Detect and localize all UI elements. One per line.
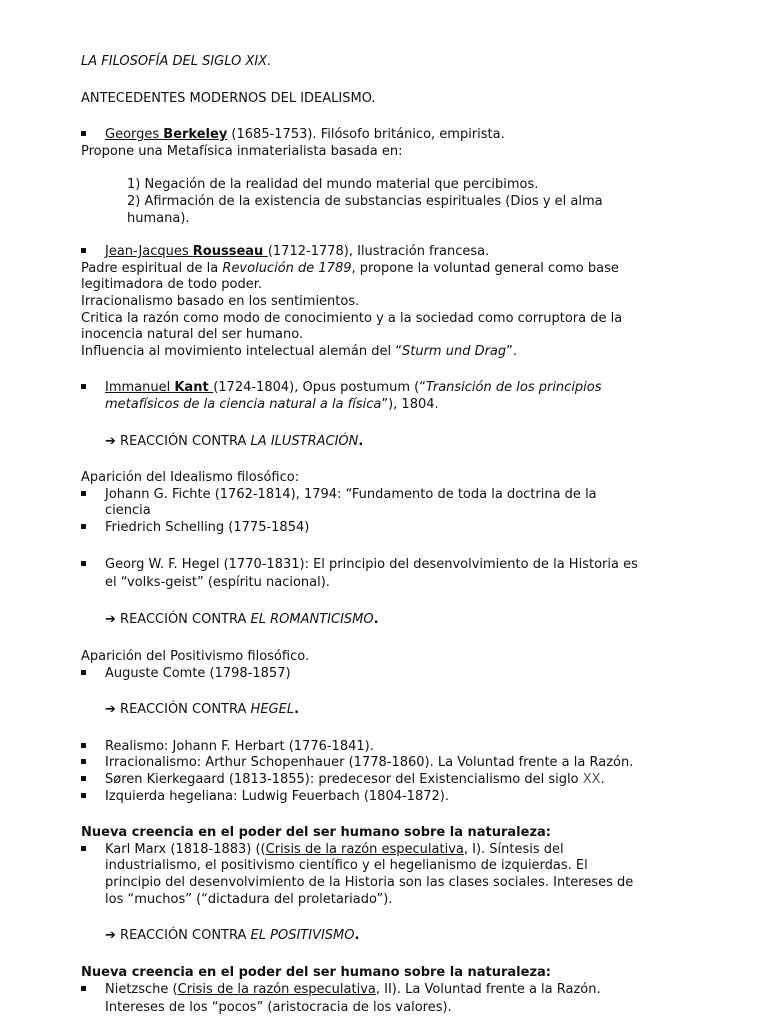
rousseau-dates: (1712-1778), Ilustración francesa. xyxy=(267,244,490,260)
bullet-icon xyxy=(81,520,93,537)
arrow-right-icon: ➔ xyxy=(105,702,116,718)
bullet-icon xyxy=(81,666,93,683)
list-item-rousseau xyxy=(81,244,711,261)
nietzsche-voluntad: , II). La Voluntad frente a la Razón. xyxy=(375,982,601,998)
rousseau-line-6: Influencia al movimiento intelectual alemán del “Sturm und Drag”. xyxy=(81,343,518,359)
berkeley-point-1: 1) Negación de la realidad del mundo material que percibimos. xyxy=(127,177,539,193)
berkeley-dates: (1685-1753). Filósofo británico, empirista. xyxy=(227,127,505,143)
kant-last: Kant xyxy=(174,380,214,396)
reaction-romanticismo: ➔ REACCIÓN CONTRA EL ROMANTICISMO. xyxy=(105,612,379,628)
schelling-text: Friedrich Schelling (1775-1854) xyxy=(105,519,310,535)
rousseau-line-1: Padre espiritual de la Revolución de 1789, propone la voluntad general como base xyxy=(81,260,619,276)
list-item-marx xyxy=(81,842,711,908)
list-item-schelling xyxy=(81,520,711,537)
arrow-right-icon: ➔ xyxy=(105,612,116,628)
hegel-line-2: el “volks-geist” (espíritu nacional). xyxy=(105,575,330,591)
list-item-kierkegaard xyxy=(81,772,711,789)
fichte-line-1: Johann G. Fichte (1762-1814), 1794: “Fundamento de toda la doctrina de la xyxy=(105,486,597,502)
bullet-icon xyxy=(81,739,93,756)
marx-dates: Karl Marx (1818-1883) (( xyxy=(105,841,266,857)
nueva-creencia-heading-2: Nueva creencia en el poder del ser humano sobre la naturaleza: xyxy=(81,964,551,980)
document-page xyxy=(81,54,711,1017)
nietzsche-line-2: Intereses de los “pocos” (aristocracia de los valores). xyxy=(105,1000,452,1016)
reaction-ilustracion: ➔ REACCIÓN CONTRA LA ILUSTRACIÓN. xyxy=(105,433,364,449)
schopenhauer-text: Irracionalismo: Arthur Schopenhauer (1778-1860). La Voluntad frente a la Razón. xyxy=(105,755,634,771)
nietzsche-name: Nietzsche ( xyxy=(105,982,178,998)
comte-text: Auguste Comte (1798-1857) xyxy=(105,665,291,681)
bullet-icon xyxy=(81,789,93,806)
rousseau-line-5: inocencia natural del ser humano. xyxy=(81,327,304,343)
list-item-kant xyxy=(81,380,711,413)
rousseau-first: Jean-Jacques xyxy=(105,244,193,260)
bullet-icon xyxy=(81,487,93,504)
list-item-herbart xyxy=(81,739,711,756)
positivismo-intro: Aparición del Positivismo filosófico. xyxy=(81,649,310,665)
rousseau-last: Rousseau xyxy=(192,244,268,260)
feuerbach-text: Izquierda hegeliana: Ludwig Feuerbach (1804-1872). xyxy=(105,788,449,804)
arrow-right-icon: ➔ xyxy=(105,928,116,944)
list-item-comte xyxy=(81,666,711,683)
idealismo-intro: Aparición del Idealismo filosófico: xyxy=(81,470,300,486)
kant-dates: (1724-1804), Opus postumum (“ xyxy=(213,380,426,396)
list-item-hegel xyxy=(81,556,711,592)
document-title: LA FILOSOFÍA DEL SIGLO XIX. xyxy=(81,54,272,69)
list-item-berkeley xyxy=(81,127,711,144)
berkeley-points xyxy=(81,177,711,227)
rousseau-line-3: Irracionalismo basado en los sentimientos. xyxy=(81,293,360,309)
bullet-icon xyxy=(81,772,93,789)
kierkegaard-text: Søren Kierkegaard (1813-1855): predecesor del Existencialismo del siglo XX. xyxy=(105,772,605,788)
berkeley-propone: Propone una Metafísica inmaterialista basada en: xyxy=(81,143,403,159)
nueva-creencia-heading-1: Nueva creencia en el poder del ser humano sobre la naturaleza: xyxy=(81,825,551,841)
herbart-text: Realismo: Johann F. Herbart (1776-1841). xyxy=(105,738,374,754)
berkeley-last: Berkeley xyxy=(163,127,228,143)
reaction-hegel: ➔ REACCIÓN CONTRA HEGEL. xyxy=(105,702,300,718)
nietzsche-work-link: Crisis de la razón especulativa xyxy=(177,982,376,998)
marx-work-link: Crisis de la razón especulativa xyxy=(265,841,464,857)
kant-work-title-cont: metafísicos de la ciencia natural a la física xyxy=(105,396,382,412)
fichte-line-2: ciencia xyxy=(105,503,151,519)
bullet-icon xyxy=(81,755,93,772)
marx-line-3: principio del desenvolvimiento de la Historia son las clases sociales. Intereses de xyxy=(105,875,634,890)
section-heading: ANTECEDENTES MODERNOS DEL IDEALISMO. xyxy=(81,90,376,106)
bullet-icon xyxy=(81,380,93,397)
list-item-nietzsche xyxy=(81,981,711,1017)
hegel-line-1: Georg W. F. Hegel (1770-1831): El principio del desenvolvimiento de la Historia es xyxy=(105,557,638,573)
reaction-positivismo: ➔ REACCIÓN CONTRA EL POSITIVISMO. xyxy=(105,928,360,944)
marx-line-2: industrialismo, el positivismo científico y el hegelianismo de izquierdas. El xyxy=(105,858,588,874)
berkeley-point-2: 2) Afirmación de la existencia de substancias espirituales (Dios y el alma xyxy=(127,193,603,209)
bullet-icon xyxy=(81,127,93,144)
bullet-icon xyxy=(81,981,93,999)
list-item-schopenhauer xyxy=(81,755,711,772)
kant-first: Immanuel xyxy=(105,380,175,396)
bullet-icon xyxy=(81,244,93,261)
bullet-icon xyxy=(81,556,93,574)
marx-line-4: los “muchos” (“dictadura del proletariado”). xyxy=(105,891,393,907)
rousseau-line-4: Critica la razón como modo de conocimiento y a la sociedad como corruptora de la xyxy=(81,310,623,326)
berkeley-first: Georges xyxy=(105,127,164,143)
marx-synthesis: , I). Síntesis del xyxy=(463,841,564,857)
list-item-feuerbach xyxy=(81,789,711,806)
berkeley-point-2-cont: humana). xyxy=(127,210,190,226)
list-item-fichte xyxy=(81,487,711,520)
kant-work-title: Transición de los principios xyxy=(425,380,602,396)
arrow-right-icon: ➔ xyxy=(105,433,116,449)
kant-year: ”), 1804. xyxy=(381,396,439,412)
bullet-icon xyxy=(81,842,93,859)
rousseau-line-2: legitimadora de todo poder. xyxy=(81,277,262,293)
